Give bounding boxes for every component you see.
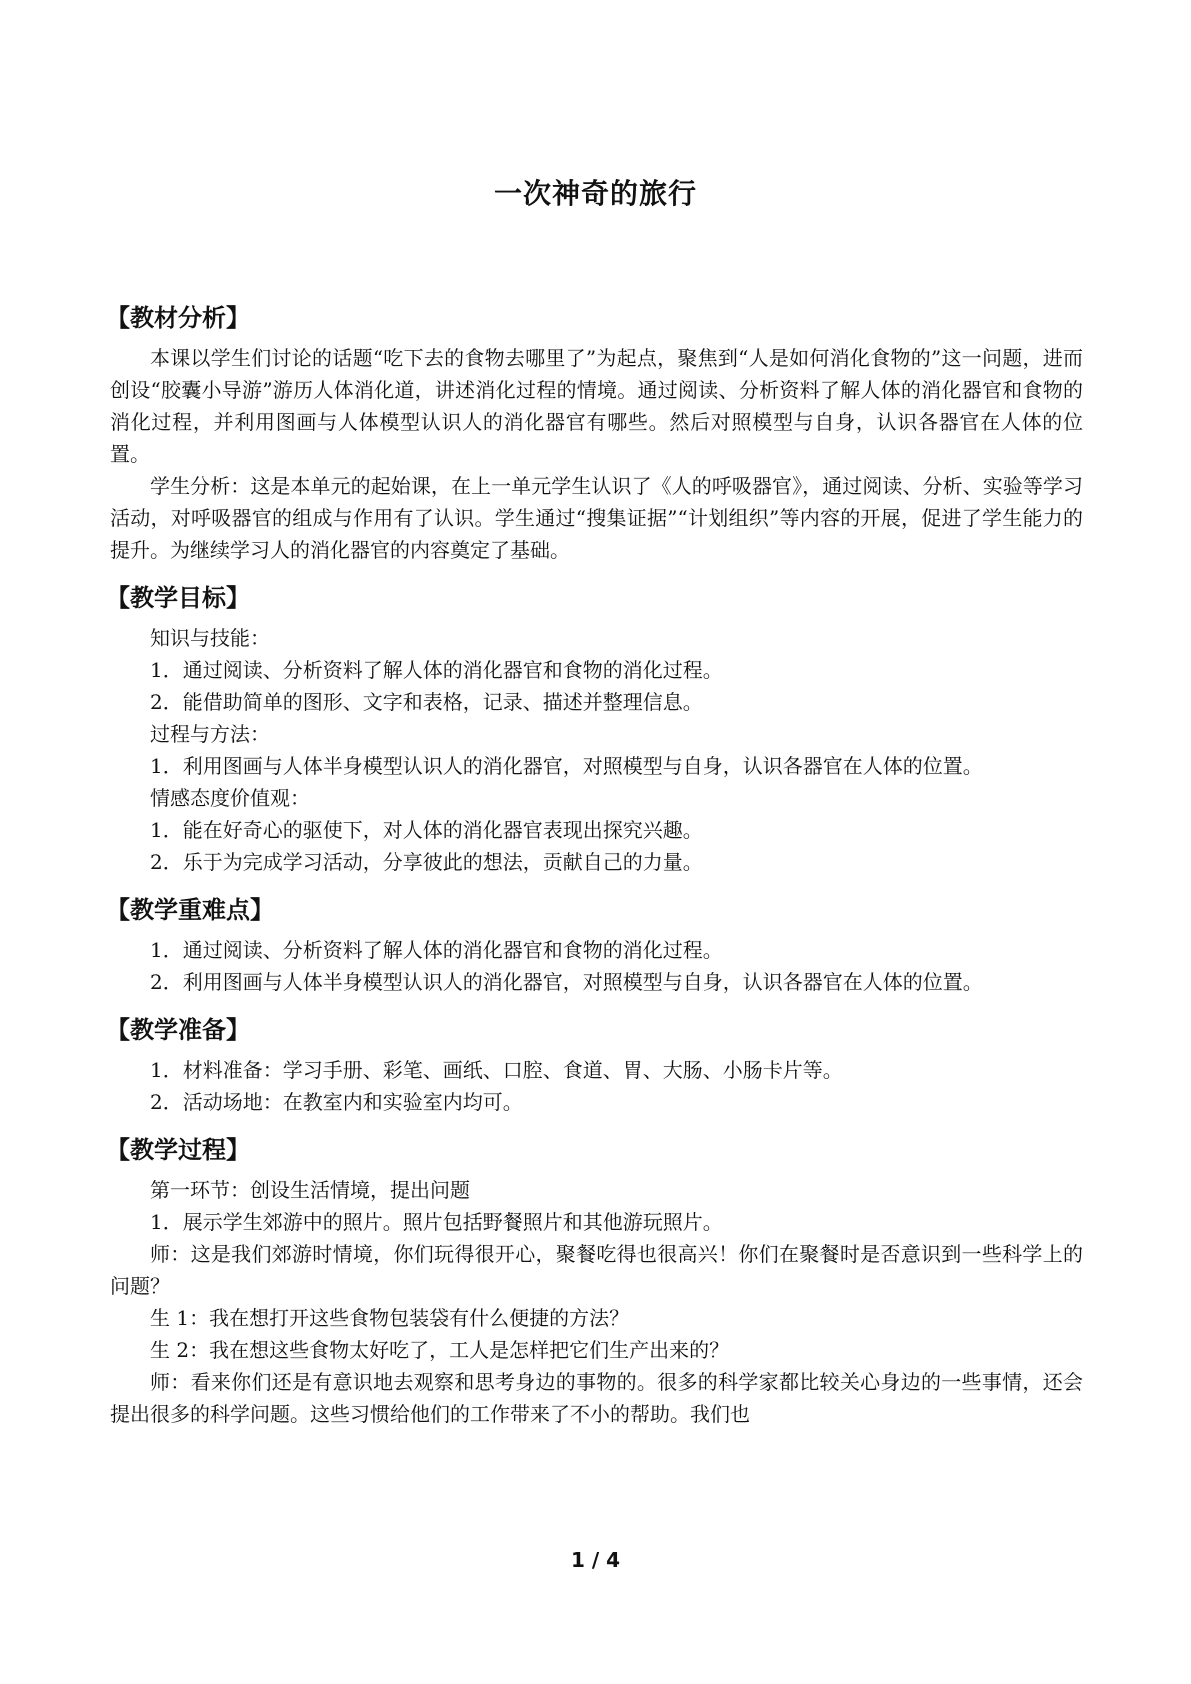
- paragraph: 1．利用图画与人体半身模型认识人的消化器官，对照模型与自身，认识各器官在人体的位置。: [150, 754, 983, 778]
- paragraph: 本课以学生们讨论的话题“吃下去的食物去哪里了”为起点，聚焦到“人是如何消化食物的”这一问题，进而创设“胶囊小导游”游历人体消化道，讲述消化过程的情境。通过阅读、分析资料了解人体的消化器官和食物的消化过程，并利用图画与人体模型认识人的消化器官有哪些。然后对照模型与自身，认识各器官在人体的位置。: [110, 346, 1083, 466]
- document-body: [106, 300, 1083, 1430]
- paragraph: 知识与技能：: [150, 626, 270, 650]
- page-number: 1 / 4: [570, 1548, 621, 1572]
- paragraph: 1．通过阅读、分析资料了解人体的消化器官和食物的消化过程。: [150, 938, 723, 962]
- section-heading: 【教学准备】: [106, 1016, 250, 1044]
- section: [106, 1012, 1083, 1118]
- paragraph: 第一环节：创设生活情境，提出问题: [150, 1178, 470, 1202]
- section-spacer: [110, 566, 1083, 580]
- paragraph: 过程与方法：: [150, 722, 270, 746]
- paragraph: 2．能借助简单的图形、文字和表格，记录、描述并整理信息。: [150, 690, 703, 714]
- paragraph: 生 1：我在想打开这些食物包装袋有什么便捷的方法？: [150, 1306, 630, 1330]
- paragraph: 师：看来你们还是有意识地去观察和思考身边的事物的。很多的科学家都比较关心身边的一些事情，还会提出很多的科学问题。这些习惯给他们的工作带来了不小的帮助。我们也: [110, 1370, 1083, 1426]
- section-spacer: [110, 878, 1083, 892]
- section-spacer: [110, 998, 1083, 1012]
- paragraph: 1．能在好奇心的驱使下，对人体的消化器官表现出探究兴趣。: [150, 818, 703, 842]
- paragraph: 学生分析：这是本单元的起始课，在上一单元学生认识了《人的呼吸器官》，通过阅读、分析、实验等学习活动，对呼吸器官的组成与作用有了认识。学生通过“搜集证据”“计划组织”等内容的开展，促进了学生能力的提升。为继续学习人的消化器官的内容奠定了基础。: [110, 474, 1083, 562]
- document-title: 一次神奇的旅行: [493, 177, 697, 210]
- section: [106, 580, 1083, 878]
- section: [106, 300, 1083, 566]
- section-heading: 【教学过程】: [106, 1136, 250, 1164]
- paragraph: 2．利用图画与人体半身模型认识人的消化器官，对照模型与自身，认识各器官在人体的位置。: [150, 970, 983, 994]
- section: [106, 1132, 1083, 1430]
- section-heading: 【教学目标】: [106, 584, 250, 612]
- section-heading: 【教学重难点】: [106, 896, 274, 924]
- paragraph: 1．通过阅读、分析资料了解人体的消化器官和食物的消化过程。: [150, 658, 723, 682]
- paragraph: 情感态度价值观：: [150, 786, 310, 810]
- section-spacer: [110, 1118, 1083, 1132]
- paragraph: 2．活动场地：在教室内和实验室内均可。: [150, 1090, 523, 1114]
- section: [106, 892, 1083, 998]
- paragraph: 生 2：我在想这些食物太好吃了，工人是怎样把它们生产出来的？: [150, 1338, 730, 1362]
- paragraph: 师：这是我们郊游时情境，你们玩得很开心，聚餐吃得也很高兴！你们在聚餐时是否意识到一些科学上的问题？: [110, 1242, 1083, 1298]
- paragraph: 1．材料准备：学习手册、彩笔、画纸、口腔、食道、胃、大肠、小肠卡片等。: [150, 1058, 843, 1082]
- section-heading: 【教材分析】: [106, 304, 250, 332]
- paragraph: 1．展示学生郊游中的照片。照片包括野餐照片和其他游玩照片。: [150, 1210, 723, 1234]
- paragraph: 2．乐于为完成学习活动，分享彼此的想法，贡献自己的力量。: [150, 850, 703, 874]
